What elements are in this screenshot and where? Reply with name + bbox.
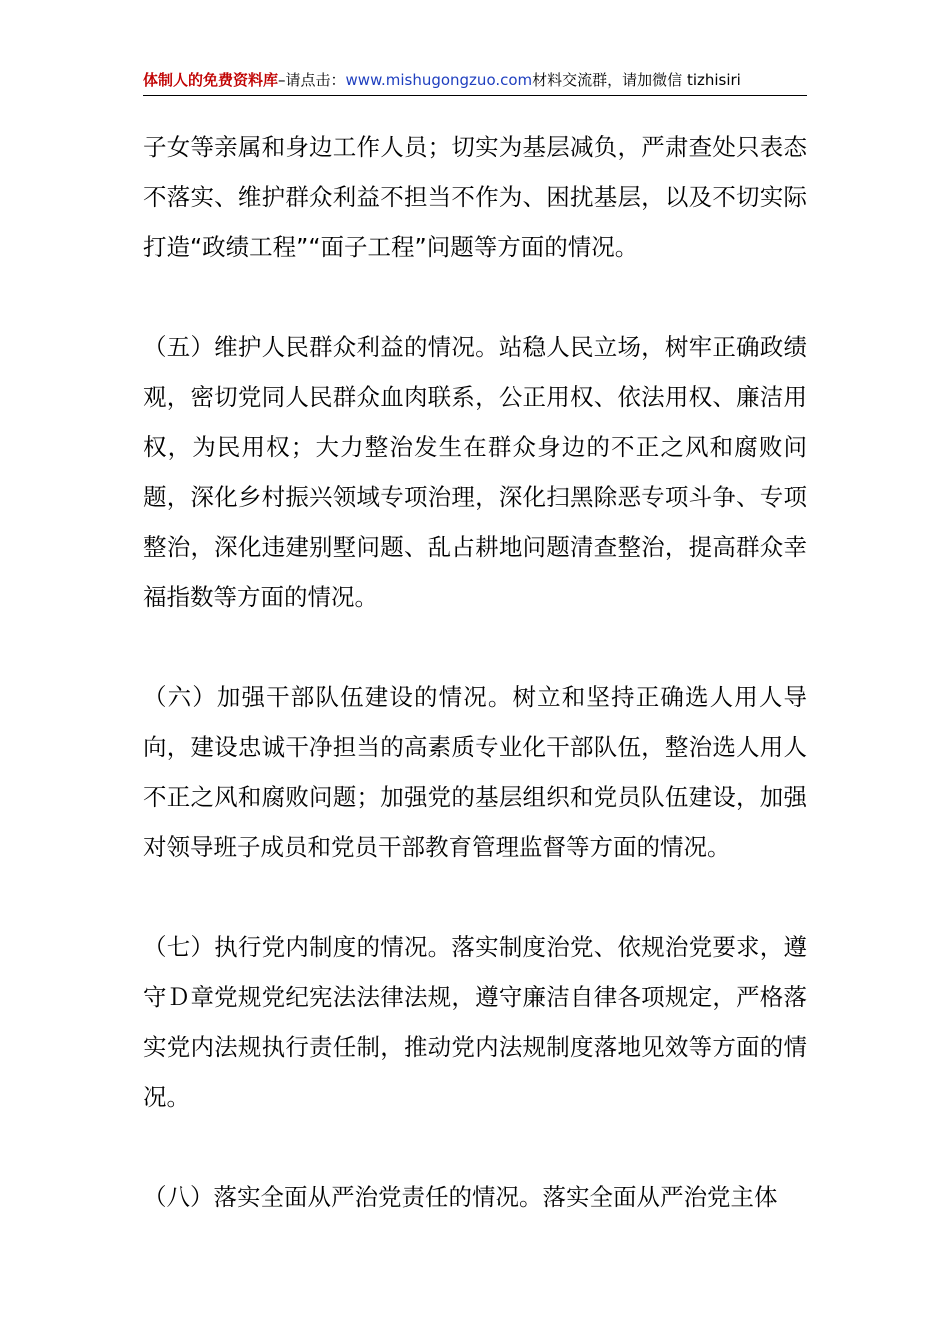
paragraph-continuation: 子女等亲属和身边工作人员；切实为基层减负，严肃查处只表态不落实、维护群众利益不担当不作为、困扰基层，以及不切实际打造“政绩工程”“面子工程”问题等方面的情况。 [143, 133, 807, 261]
header-divider [143, 95, 807, 96]
paragraph-section-7: （七）执行党内制度的情况。落实制度治党、依规治党要求，遵守Ｄ章党规党纪宪法法律法规，遵守廉洁自律各项规定，严格落实党内法规执行责任制，推动党内法规制度落地见效等方面的情况。 [143, 933, 807, 1111]
paragraph-section-8: （八）落实全面从严治党责任的情况。落实全面从严治党主体 [143, 1183, 778, 1211]
header-website-link[interactable]: www.mishugongzuo.com [345, 71, 533, 89]
paragraph-section-5: （五）维护人民群众利益的情况。站稳人民立场，树牢正确政绩观，密切党同人民群众血肉联系，公正用权、依法用权、廉洁用权，为民用权；大力整治发生在群众身边的不正之风和腐败问题，深化乡村振兴领域专项治理，深化扫黑除恶专项斗争、专项整治，深化违建别墅问题、乱占耕地问题清查整治，提高群众幸福指数等方面的情况。 [143, 333, 807, 611]
header-prompt: –请点击： [278, 71, 346, 89]
page-header [143, 68, 807, 94]
document-body [143, 122, 807, 1272]
header-contact-text: 材料交流群，请加微信 tizhisiri [532, 71, 741, 89]
paragraph-section-6: （六）加强干部队伍建设的情况。树立和坚持正确选人用人导向，建设忠诚干净担当的高素质专业化干部队伍，整治选人用人不正之风和腐败问题；加强党的基层组织和党员队伍建设，加强对领导班子成员和党员干部教育管理监督等方面的情况。 [143, 683, 807, 861]
header-brand: 体制人的免费资料库 [143, 71, 279, 89]
